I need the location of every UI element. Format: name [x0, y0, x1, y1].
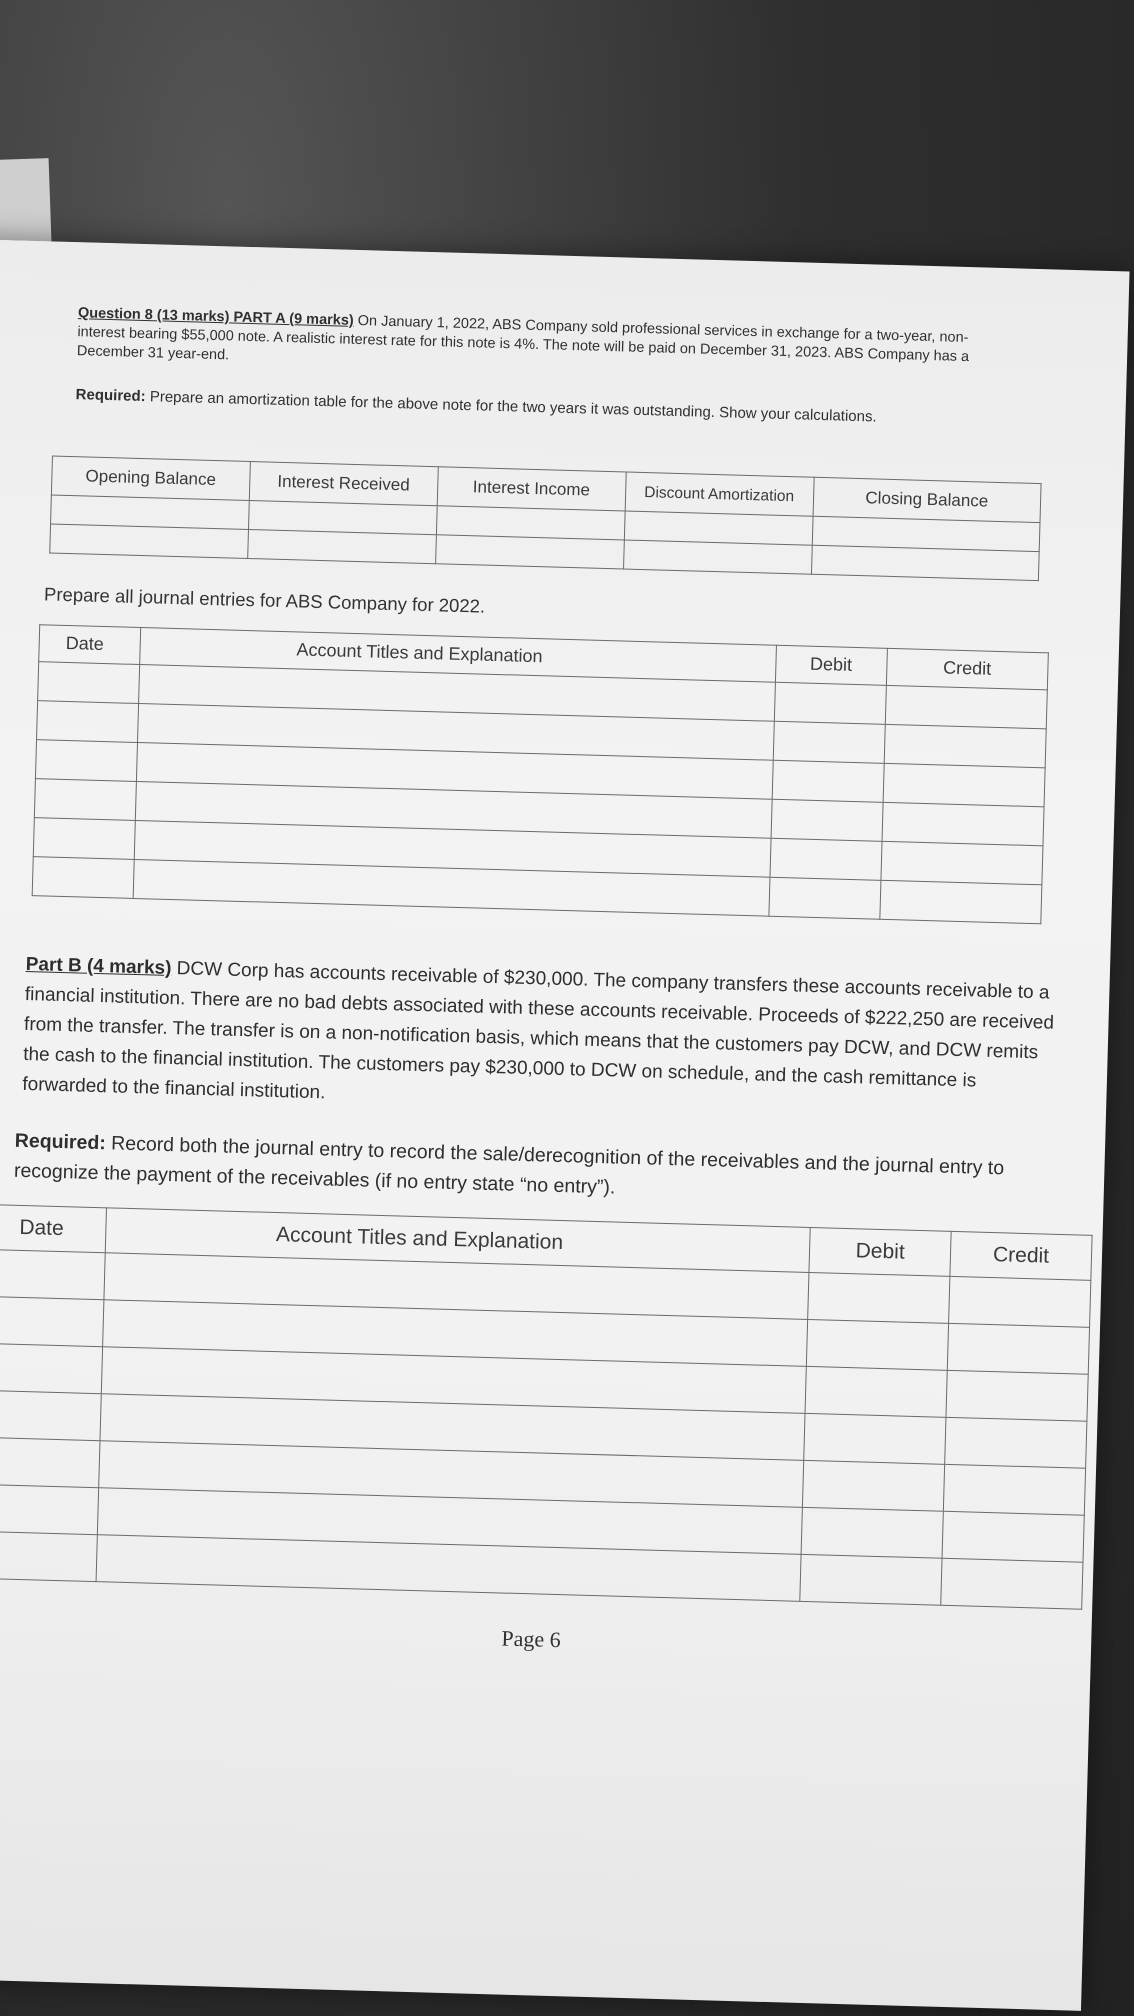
- table-cell[interactable]: [800, 1554, 942, 1605]
- table-cell[interactable]: [947, 1323, 1089, 1374]
- table-cell[interactable]: [0, 1532, 97, 1582]
- table-cell[interactable]: [808, 1272, 950, 1323]
- table-cell[interactable]: [773, 721, 885, 763]
- table-cell[interactable]: [943, 1464, 1085, 1515]
- header-opening-balance: Opening Balance: [51, 456, 250, 501]
- table-cell[interactable]: [772, 760, 884, 802]
- table-cell[interactable]: [807, 1319, 949, 1370]
- header-discount-amortization: Discount Amortization: [625, 472, 814, 516]
- table-cell[interactable]: [774, 682, 886, 724]
- exam-page: [0, 238, 1130, 2011]
- page-number: Page 6: [501, 1625, 562, 1653]
- table-cell[interactable]: [883, 763, 1045, 806]
- table-cell[interactable]: [0, 1344, 102, 1394]
- journal-table-part-a: [32, 624, 1049, 924]
- part-a-required: [75, 385, 1055, 431]
- part-b-heading: Part B (4 marks): [25, 953, 172, 979]
- part-a-intro: [77, 304, 1008, 387]
- table-cell[interactable]: [768, 877, 880, 919]
- table-cell[interactable]: [805, 1366, 947, 1417]
- table-cell[interactable]: [941, 1558, 1083, 1609]
- table-cell[interactable]: [803, 1460, 945, 1511]
- part-b-body: DCW Corp has accounts receivable of $230,000. The company transfers these accounts receivable to a financial institution. There are no bad debts associated with these accounts receivable. Proceeds of $222,250 are received from the transfer. The transfer is on a non-notification basis, which means that the customers pay DCW, and DCW remits the cash to the financial institution. The customers pay $230,000 to DCW on schedule, and the cash remittance is forwarded to the financial institution.: [22, 957, 1055, 1103]
- journal-table-part-b: [0, 1204, 1093, 1610]
- header-debit: Debit: [809, 1227, 951, 1276]
- header-closing-balance: Closing Balance: [813, 477, 1041, 522]
- header-interest-received: Interest Received: [249, 462, 438, 506]
- table-cell[interactable]: [942, 1511, 1084, 1562]
- table-cell[interactable]: [0, 1297, 104, 1347]
- table-cell[interactable]: [35, 739, 137, 781]
- table-cell[interactable]: [811, 545, 1039, 580]
- table-cell[interactable]: [435, 535, 624, 569]
- table-cell[interactable]: [0, 1438, 100, 1488]
- table-cell[interactable]: [33, 817, 135, 859]
- table-cell[interactable]: [0, 1250, 105, 1300]
- table-cell[interactable]: [32, 856, 134, 898]
- table-cell[interactable]: [623, 540, 812, 574]
- part-b-required: [14, 1125, 1075, 1215]
- part-a-intro-text: On January 1, 2022, ABS Company sold professional services in exchange for a two-year, non-interest bearing $55,000 note. A realistic interest rate for this note is 4%. The note will be paid on December 31, 2023. ABS Company has a December 31 year-end.: [76, 312, 970, 366]
- header-credit: Credit: [950, 1231, 1092, 1280]
- header-credit: Credit: [886, 648, 1048, 689]
- table-cell[interactable]: [882, 802, 1044, 845]
- table-cell[interactable]: [0, 1485, 98, 1535]
- header-account-titles: Account Titles and Explanation: [140, 627, 776, 682]
- part-b-required-label: Required:: [14, 1129, 107, 1154]
- part-b-text: [22, 949, 1066, 1128]
- table-cell[interactable]: [37, 700, 139, 742]
- page-content: [13, 304, 1058, 1666]
- table-cell[interactable]: [801, 1507, 943, 1558]
- table-cell[interactable]: [949, 1276, 1091, 1327]
- table-cell[interactable]: [945, 1417, 1087, 1468]
- table-cell[interactable]: [885, 685, 1047, 728]
- header-debit: Debit: [775, 645, 887, 685]
- part-a-required-label: Required:: [75, 386, 146, 406]
- part-a-heading: Question 8 (13 marks) PART A (9 marks): [77, 305, 354, 329]
- table-cell[interactable]: [0, 1391, 101, 1441]
- header-date: Date: [39, 624, 141, 664]
- table-cell[interactable]: [34, 778, 136, 820]
- table-cell[interactable]: [880, 841, 1042, 884]
- amortization-table: [49, 455, 1041, 581]
- part-a-prepare-journal: Prepare all journal entries for ABS Company for 2022.: [43, 583, 486, 617]
- part-a-required-text: Prepare an amortization table for the above note for the two years it was outstanding. Show your calculations.: [149, 388, 877, 426]
- table-cell[interactable]: [804, 1413, 946, 1464]
- header-date: Date: [0, 1205, 106, 1253]
- table-cell[interactable]: [884, 724, 1046, 767]
- part-b-required-text: Record both the journal entry to record the sale/derecognition of the receivables and the journal entry to recognize the payment of the receivables (if no entry state “no entry”).: [13, 1131, 1005, 1199]
- table-cell[interactable]: [770, 838, 882, 880]
- table-cell[interactable]: [771, 799, 883, 841]
- header-interest-income: Interest Income: [437, 467, 626, 511]
- header-account-titles: Account Titles and Explanation: [105, 1208, 810, 1273]
- table-cell[interactable]: [879, 880, 1041, 923]
- table-cell[interactable]: [38, 661, 140, 703]
- table-cell[interactable]: [946, 1370, 1088, 1421]
- table-cell[interactable]: [50, 524, 249, 559]
- table-cell[interactable]: [247, 530, 436, 564]
